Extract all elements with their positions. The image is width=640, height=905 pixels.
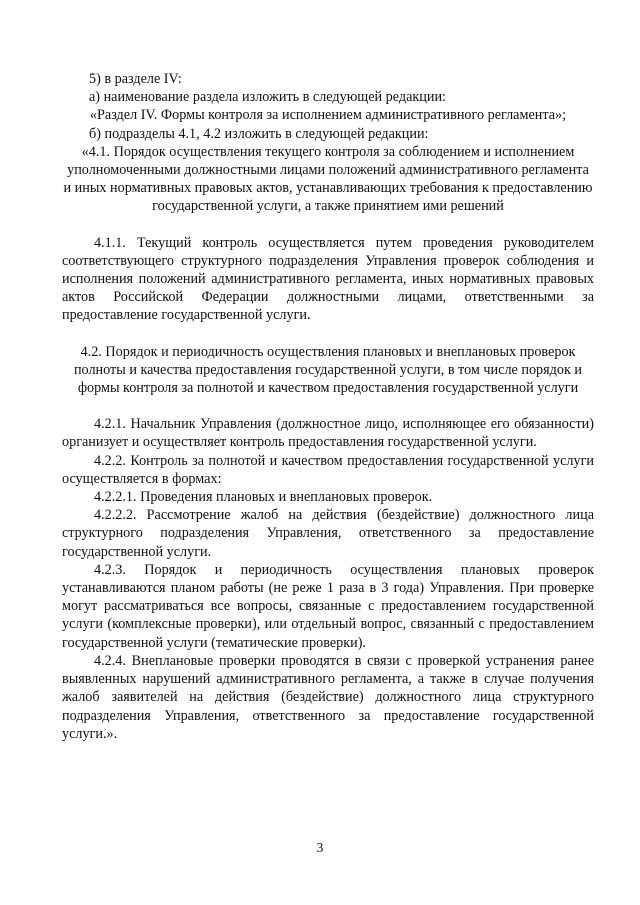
paragraph-4-2-4: 4.2.4. Внеплановые проверки проводятся в связи с проверкой устранения ранее выявленных нарушений административного регламента, а также в случае получения жалоб заявителей на действия (бездействие) должностного лица структурного подразделения Управления, ответственного за предоставление государственной услуги.».: [62, 652, 594, 742]
paragraph-4-2-1: 4.2.1. Начальник Управления (должностное лицо, исполняющее его обязанности) организует и осуществляет контроль предоставления государственной услуги.: [62, 416, 594, 451]
item-b: б) подразделы 4.1, 4.2 изложить в следующей редакции:: [89, 125, 429, 142]
heading-4-2: 4.2. Порядок и периодичность осуществления плановых и внеплановых проверок полноты и качества предоставления государственной услуги, в том числе порядок и формы контроля за полнотой и качеством предоставления государственной услуги: [73, 343, 583, 397]
paragraph-4-2-2-2: 4.2.2.2. Рассмотрение жалоб на действия (бездействие) должностного лица структурного подразделения Управления, ответственного за предоставление государственной услуги.: [62, 507, 594, 560]
section-title-quote: «Раздел IV. Формы контроля за исполнением административного регламента»;: [89, 107, 567, 124]
document-body: [62, 70, 594, 743]
paragraph-4-2-3: 4.2.3. Порядок и периодичность осуществления плановых проверок устанавливаются планом работы (не реже 1 раза в 3 года) Управления. При проверке могут рассматриваться все вопросы, связанные с предоставлением государственной услуги (комплексные проверки), или отдельный вопрос, связанный с предоставлением государственной услуги (тематические проверки).: [62, 561, 594, 651]
paragraph-4-1-1: 4.1.1. Текущий контроль осуществляется путем проведения руководителем соответствующего структурного подразделения Управления проверок соблюдения и исполнения положений административного регламента, иных нормативных правовых актов Российской Федерации должностными лицами, ответственными за предоставление государственной услуги.: [62, 234, 594, 324]
paragraph-4-2-2: 4.2.2. Контроль за полнотой и качеством предоставления государственной услуги осуществляется в формах:: [62, 452, 594, 487]
heading-4-1: «4.1. Порядок осуществления текущего контроля за соблюдением и исполнением уполномоченными должностными лицами положений административного регламента и иных нормативных правовых актов, устанавливающих требования к предоставлению государственной услуги, а также принятием ими решений: [63, 143, 593, 215]
item-5: 5) в разделе IV:: [89, 71, 182, 87]
page-number: 3: [316, 840, 324, 855]
paragraph-4-2-2-1: 4.2.2.1. Проведения плановых и внеплановых проверок.: [94, 489, 433, 506]
item-a: а) наименование раздела изложить в следующей редакции:: [89, 89, 446, 106]
